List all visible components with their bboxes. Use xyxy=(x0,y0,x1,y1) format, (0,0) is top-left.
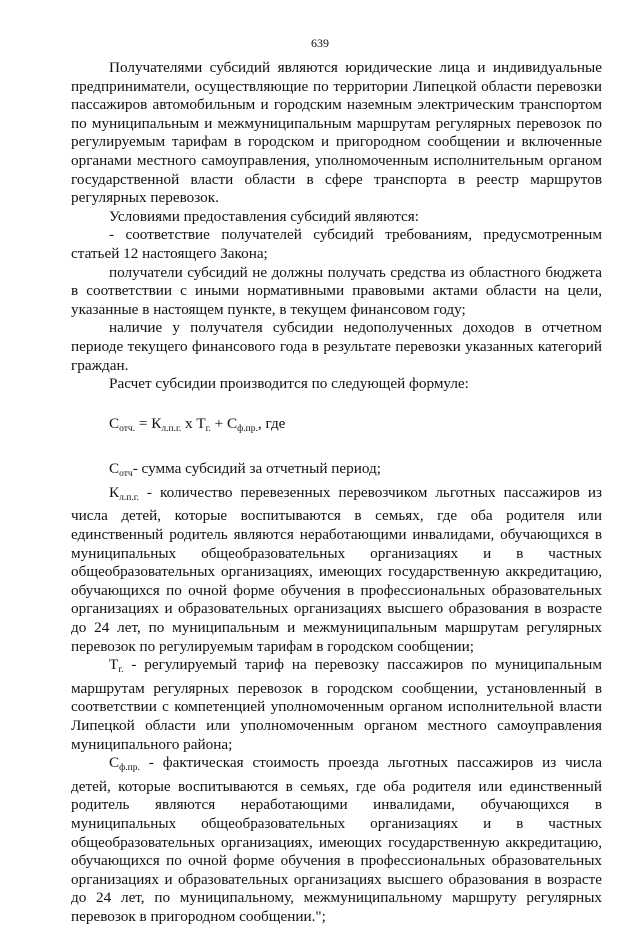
paragraph-condition-requirements: - соответствие получателей субсидий требованиям, предусмотренным статьей 12 настоящего Закона; xyxy=(71,226,602,262)
formula-lhs-subscript: отч. xyxy=(119,423,136,434)
paragraph-formula-intro: Расчет субсидии производится по следующей формуле: xyxy=(109,375,469,393)
paragraph-condition-no-other-funds: получатели субсидий не должны получать средства из областного бюджета в соответствии с иными нормативными правовыми актами области на цели, указанные в настоящем пункте, в текущем финансовом году; xyxy=(71,263,602,318)
document-body xyxy=(71,59,602,927)
definition-subscript: отч xyxy=(119,469,133,480)
paragraph-conditions-heading: Условиями предоставления субсидий являются: xyxy=(109,207,419,225)
formula-lhs: С xyxy=(109,414,120,432)
formula-plus: + С xyxy=(210,414,238,432)
page-number: 639 xyxy=(311,36,329,50)
definition-symbol: С xyxy=(109,460,120,478)
definition-total-subsidy xyxy=(71,460,602,484)
formula-tail: , где xyxy=(257,414,286,432)
definition-text: - регулируемый тариф на перевозку пассажиров по муниципальным маршрутам регулярных перевозок в городском сообщении, установленный в соответствии с компетенцией уполномоченным органом исполнительной власти Липецкой области или уполномоченным органом местного самоуправления муниципального района; xyxy=(71,656,602,753)
definition-subscript: л.п.г. xyxy=(119,492,139,503)
definition-text: - фактическая стоимость проезда льготных пассажиров из числа детей, которые воспитываются в семьях, где оба родителя или единственный родитель являются неработающими инвалидами, обучающихся в муниципальных общеобразовательных организациях и в частных общеобразовательных организациях, имеющих государственную аккредитацию, обучающихся по очной форме обучения в профессиональных образовательных организациях и образовательных организациях высшего образования в возрасте до 24 лет, по муниципальному, межмуниципальному маршруту регулярных перевозок в пригородном сообщении."; xyxy=(71,754,602,925)
paragraph-recipients: Получателями субсидий являются юридические лица и индивидуальные предприниматели, осуществляющие по территории Липецкой области перевозки пассажиров автомобильным и городским наземным электрическим транспортом по муниципальным и межмуниципальным маршрутам регулярных перевозок по регулируемым тарифам в городском и пригородном сообщении и включенные органами местного самоуправления, уполномоченным исполнительным органом государственной власти области в сфере транспорта в реестр маршрутов регулярных перевозок. xyxy=(71,59,602,207)
subsidy-formula xyxy=(71,415,602,439)
paragraph-condition-lost-income: наличие у получателя субсидии недополученных доходов в отчетном периоде текущего финансового года в результате перевозки указанных категорий граждан. xyxy=(71,319,602,374)
definition-tariff xyxy=(71,656,602,754)
definition-symbol: Т xyxy=(109,656,119,674)
definition-passenger-count xyxy=(71,484,602,656)
definition-text: - количество перевезенных перевозчиком льготных пассажиров из числа детей, которые воспитываются в семьях, где оба родителя или единственный родитель являются неработающими инвалидами, обучающихся в муниципальных общеобразовательных организациях и в частных общеобразовательных организациях, имеющих государственную аккредитацию, обучающихся по очной форме обучения в профессиональных образовательных организациях и образовательных организациях высшего образования в возрасте до 24 лет, по муниципальным и межмуниципальным маршрутам регулярных перевозок по регулируемым тарифам в городском сообщении; xyxy=(71,483,602,655)
definition-symbol: С xyxy=(109,754,120,772)
definition-text: - сумма субсидий за отчетный период; xyxy=(132,460,381,478)
formula-c-subscript: ф.пр. xyxy=(237,423,258,434)
definition-subscript: ф.пр. xyxy=(119,763,140,774)
definition-symbol: К xyxy=(109,483,120,501)
definition-actual-cost xyxy=(71,754,602,926)
formula-times: x Т xyxy=(181,414,206,432)
formula-eq: = К xyxy=(135,414,162,432)
formula-k-subscript: л.п.г. xyxy=(161,423,182,434)
definition-subscript: г. xyxy=(118,665,124,676)
formula-t-subscript: г. xyxy=(205,423,211,434)
